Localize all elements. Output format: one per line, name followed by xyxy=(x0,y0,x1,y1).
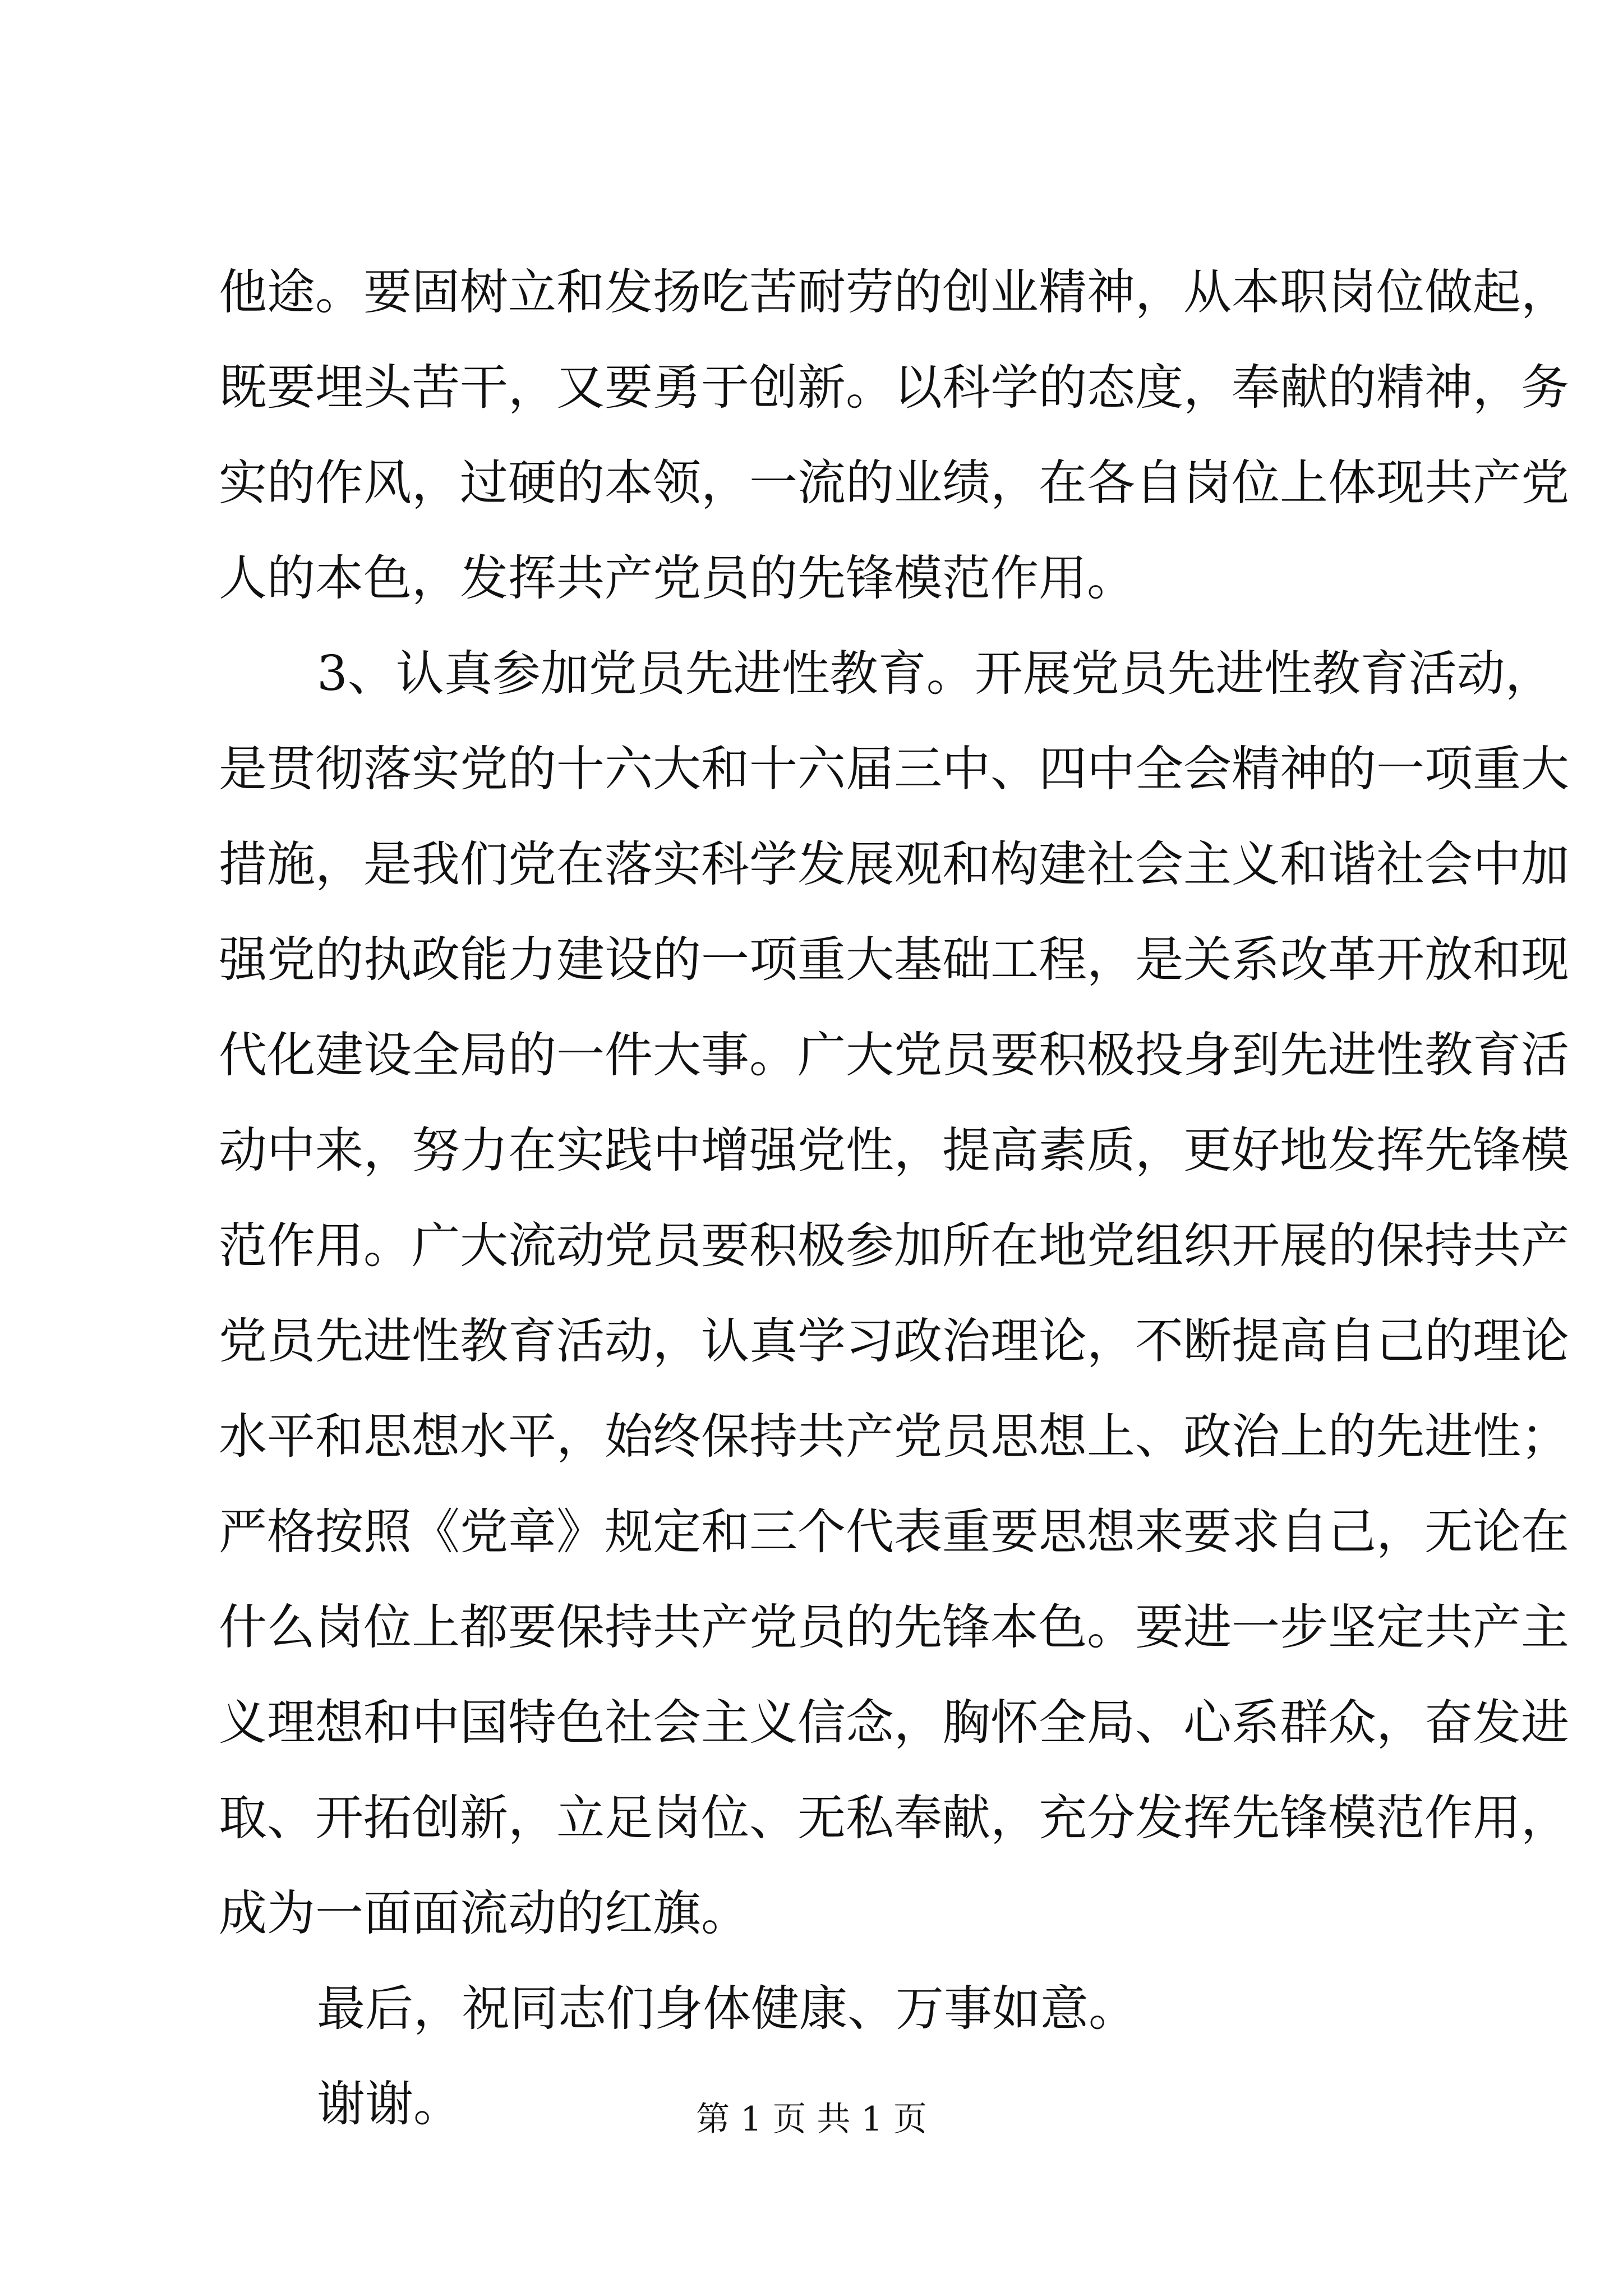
document-body xyxy=(219,245,1569,2152)
closing-line: 最后，祝同志们身体健康、万事如意。 xyxy=(317,1981,1137,2037)
text-line: 代化建设全局的一件大事。广大党员要积极投身到先进性教育活 xyxy=(219,1027,1569,1083)
text-line: 措施，是我们党在落实科学发展观和构建社会主义和谐社会中加 xyxy=(219,836,1569,892)
text-line: 成为一面面流动的红旗。 xyxy=(219,1885,749,1941)
page-number-footer: 第 1 页 共 1 页 xyxy=(696,2100,927,2139)
text-line: 动中来，努力在实践中增强党性，提高素质，更好地发挥先锋模 xyxy=(219,1122,1569,1179)
thanks-line: 谢谢。 xyxy=(317,2076,462,2132)
paragraph-start-line: 3、认真参加党员先进性教育。开展党员先进性教育活动， xyxy=(317,646,1553,702)
text-line: 水平和思想水平，始终保持共产党员思想上、政治上的先进性； xyxy=(219,1409,1569,1465)
text-line: 义理想和中国特色社会主义信念，胸怀全局、心系群众，奋发进 xyxy=(219,1695,1569,1751)
text-line: 强党的执政能力建设的一项重大基础工程，是关系改革开放和现 xyxy=(219,932,1569,988)
text-line: 党员先进性教育活动，认真学习政治理论，不断提高自己的理论 xyxy=(219,1313,1569,1369)
text-line: 是贯彻落实党的十六大和十六届三中、四中全会精神的一项重大 xyxy=(219,741,1569,797)
text-line: 既要埋头苦干，又要勇于创新。以科学的态度，奉献的精神，务 xyxy=(219,360,1569,416)
text-line: 什么岗位上都要保持共产党员的先锋本色。要进一步坚定共产主 xyxy=(219,1599,1569,1655)
text-line: 范作用。广大流动党员要积极参加所在地党组织开展的保持共产 xyxy=(219,1218,1569,1274)
text-line: 实的作风，过硬的本领，一流的业绩，在各自岗位上体现共产党 xyxy=(219,455,1569,511)
text-line: 取、开拓创新，立足岗位、无私奉献，充分发挥先锋模范作用， xyxy=(219,1790,1569,1846)
text-line: 他途。要固树立和发扬吃苦耐劳的创业精神，从本职岗位做起， xyxy=(219,264,1569,320)
text-line: 严格按照《党章》规定和三个代表重要思想来要求自己，无论在 xyxy=(219,1504,1569,1560)
text-line: 人的本色，发挥共产党员的先锋模范作用。 xyxy=(219,550,1135,606)
